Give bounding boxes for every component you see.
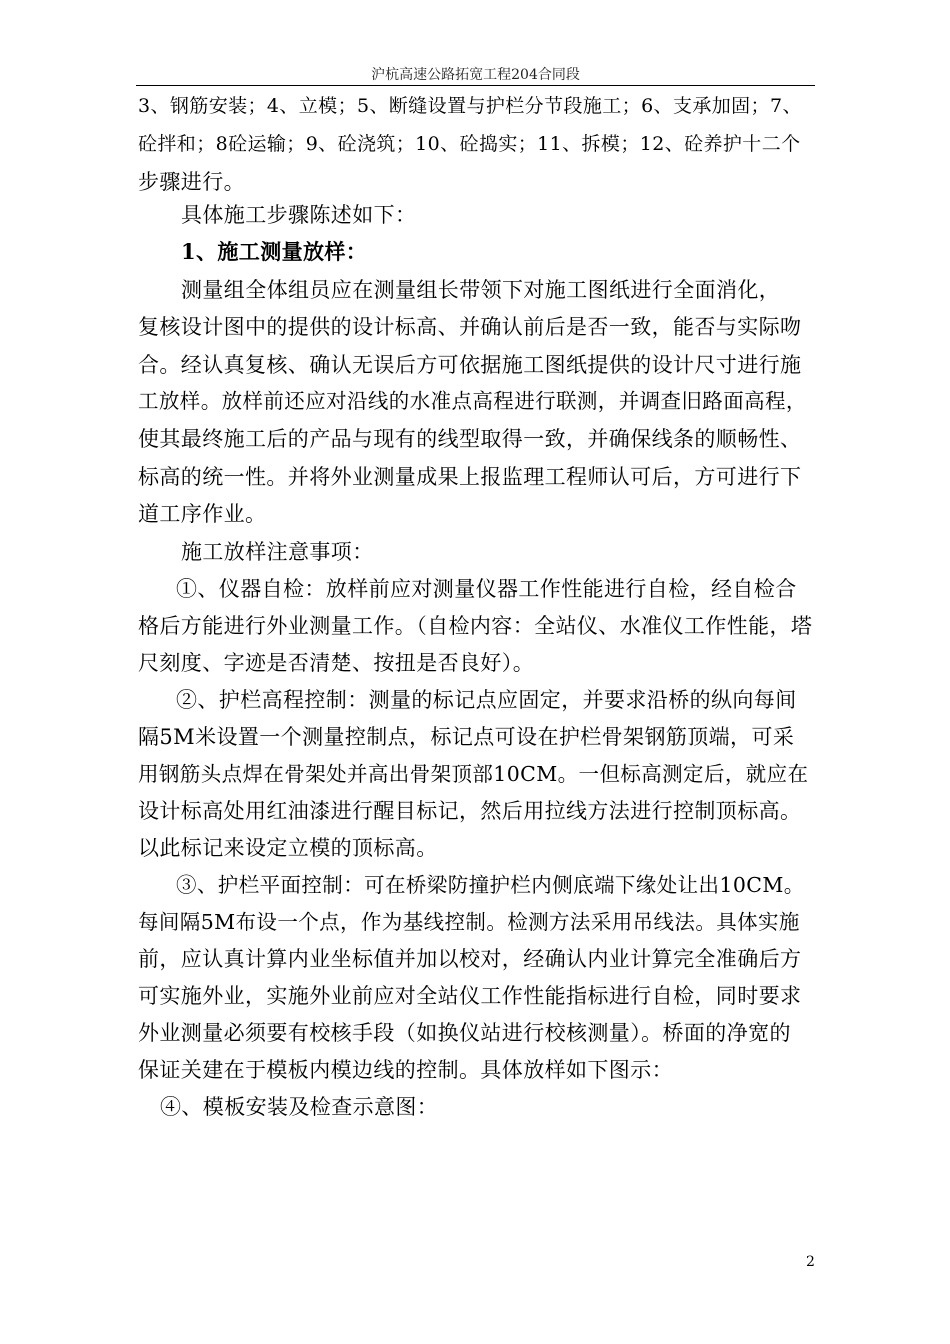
- section-heading: 1、施工测量放样：: [181, 239, 368, 264]
- text-line: 每间隔5M布设一个点，作为基线控制。检测方法采用吊线法。具体实施: [138, 910, 800, 934]
- text-line: 尺刻度、字迹是否清楚、按扭是否良好）。: [138, 651, 535, 675]
- text-line: 外业测量必须要有校核手段（如换仪站进行校核测量）。桥面的净宽的: [138, 1021, 791, 1045]
- text-line: 保证关建在于模板内模边线的控制。具体放样如下图示：: [138, 1058, 673, 1082]
- text-line: 合。经认真复核、确认无误后方可依据施工图纸提供的设计尺寸进行施: [138, 353, 802, 377]
- page-number: 2: [806, 1254, 815, 1270]
- text-line: 复核设计图中的提供的设计标高、并确认前后是否一致，能否与实际吻: [138, 315, 802, 339]
- text-line: 测量组全体组员应在测量组长带领下对施工图纸进行全面消化，: [181, 278, 781, 302]
- text-line: ①、仪器自检：放样前应对测量仪器工作性能进行自检，经自检合: [176, 577, 797, 601]
- text-line: 用钢筋头点焊在骨架处并高出骨架顶部10CM。一但标高测定后，就应在: [138, 762, 809, 786]
- text-line: 道工序作业。: [138, 502, 267, 526]
- text-line: ③、护栏平面控制：可在桥梁防撞护栏内侧底端下缘处让出10CM。: [176, 873, 805, 897]
- text-line: 标高的统一性。并将外业测量成果上报监理工程师认可后，方可进行下: [138, 465, 802, 489]
- text-line: 施工放样注意事项：: [181, 540, 374, 564]
- text-line: 使其最终施工后的产品与现有的线型取得一致，并确保线条的顺畅性、: [138, 427, 802, 451]
- text-line: 设计标高处用红油漆进行醒目标记，然后用拉线方法进行控制顶标高。: [138, 799, 802, 823]
- text-line: 具体施工步骤陈述如下：: [181, 203, 417, 227]
- text-line: 格后方能进行外业测量工作。（自检内容：全站仪、水准仪工作性能，塔: [138, 614, 813, 638]
- page-header: 沪杭高速公路拓宽工程204合同段: [371, 67, 580, 83]
- text-line: 前，应认真计算内业坐标值并加以校对，经确认内业计算完全准确后方: [138, 947, 802, 971]
- text-line: 以此标记来设定立模的顶标高。: [138, 836, 438, 860]
- text-line: ④、模板安装及检查示意图：: [160, 1095, 439, 1119]
- text-line: 步骤进行。: [138, 170, 245, 194]
- text-line: 3、钢筋安装；4、立模；5、断缝设置与护栏分节段施工；6、支承加固；7、: [138, 95, 802, 117]
- text-line: 隔5M米设置一个测量控制点，标记点可设在护栏骨架钢筋顶端，可采: [138, 725, 795, 749]
- text-line: ②、护栏高程控制：测量的标记点应固定，并要求沿桥的纵向每间: [176, 688, 797, 712]
- text-line: 砼拌和；8砼运输；9、砼浇筑；10、砼捣实；11、拆模；12、砼养护十二个: [138, 133, 801, 155]
- text-line: 工放样。放样前还应对沿线的水准点高程进行联测，并调查旧路面高程，: [138, 389, 807, 413]
- text-line: 可实施外业，实施外业前应对全站仪工作性能指标进行自检，同时要求: [138, 984, 802, 1008]
- header-rule: [136, 85, 815, 86]
